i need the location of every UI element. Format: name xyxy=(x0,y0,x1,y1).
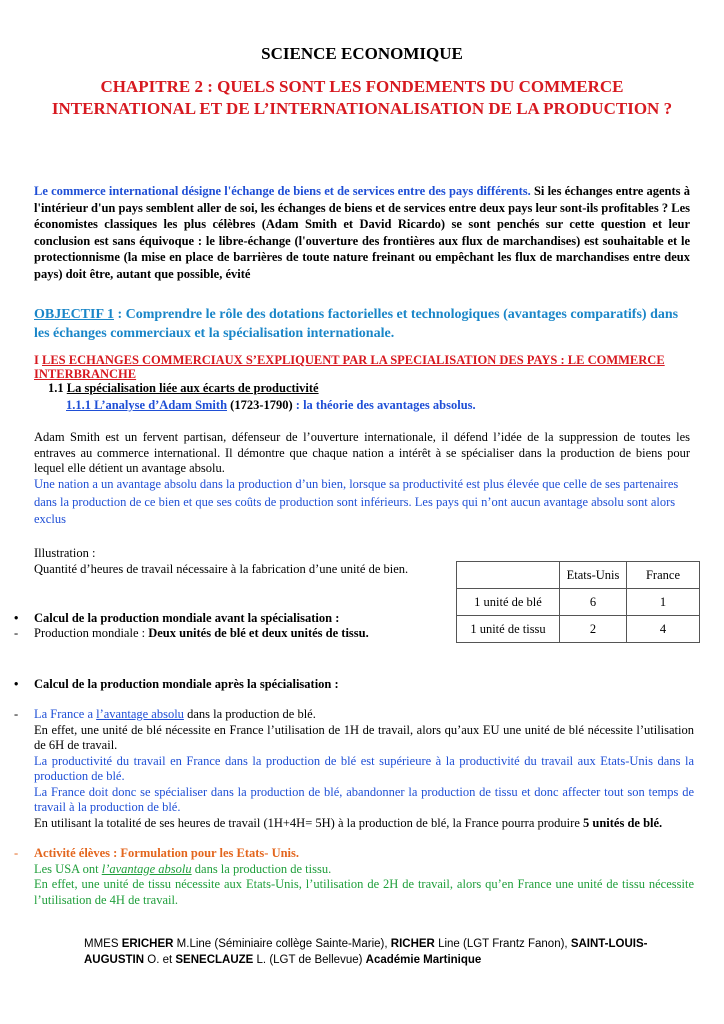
footer-credits xyxy=(84,936,664,968)
activite-advantage xyxy=(34,862,694,878)
france-total-result: 5 unités de blé. xyxy=(583,815,663,830)
activite-line xyxy=(14,846,694,862)
activite-title: Activité élèves : Formulation pour les Etats- Unis. xyxy=(34,846,300,860)
illustration xyxy=(34,545,408,577)
table-header-empty xyxy=(457,562,560,589)
subsection-heading xyxy=(48,381,319,396)
subsubsection-rest: : la théorie des avantages absolus. xyxy=(295,398,476,412)
activite-text: dans la production de tissu. xyxy=(191,861,332,876)
table-row-label: 1 unité de blé xyxy=(457,589,560,616)
footer-text: O. et xyxy=(144,954,176,966)
world-production-label: Production mondiale : xyxy=(34,626,149,640)
bullet-text: Calcul de la production mondiale avant la spécialisation : xyxy=(34,611,340,625)
subsection-text: La spécialisation liée aux écarts de productivité xyxy=(66,381,319,395)
activite-text: Les USA ont xyxy=(34,861,102,876)
table-cell-us: 2 xyxy=(560,616,627,643)
objectif-heading xyxy=(34,305,694,343)
table-header-us: Etats-Unis xyxy=(560,562,627,589)
france-analysis xyxy=(14,707,694,908)
subsubsection-text: 1.1.1 L’analyse d’Adam Smith xyxy=(66,398,228,412)
france-text: La France a xyxy=(34,707,97,721)
dash-icon: - xyxy=(14,846,19,860)
intro-paragraph xyxy=(34,183,690,283)
subsection-number: 1.1 xyxy=(48,381,67,395)
table-row-label: 1 unité de tissu xyxy=(457,616,560,643)
table-header-france: France xyxy=(627,562,700,589)
france-total-text: En utilisant la totalité de ses heures de travail (1H+4H= 5H) à la production de blé, la France pourra produire xyxy=(34,815,583,830)
bullet-icon: • xyxy=(14,611,19,625)
dash-icon: - xyxy=(14,626,19,640)
labour-hours-table xyxy=(456,561,700,643)
chapter-title: CHAPITRE 2 : QUELS SONT LES FONDEMENTS DU COMMERCE INTERNATIONAL ET DE L’INTERNATIONALISATION DE LA PRODUCTION ? xyxy=(51,77,673,118)
section-prefix: I xyxy=(34,353,42,367)
smith-paragraph: Adam Smith est un fervent partisan, défenseur de l’ouverture internationale, il défend l’idée de la suppression de toutes les entraves au commerce international. Il démontre que chaque nation a intérêt à se spécialiser dans la production de biens pour lequel elle détient un avantage absolu. xyxy=(34,430,690,475)
activite-absolute-advantage: l’avantage absolu xyxy=(101,861,192,876)
france-text: dans la production de blé. xyxy=(183,707,316,721)
table-cell-france: 1 xyxy=(627,589,700,616)
france-total xyxy=(34,816,694,832)
bullet-text: Calcul de la production mondiale après la spécialisation : xyxy=(34,677,339,691)
subsubsection-heading xyxy=(66,398,476,413)
world-production-value: Deux unités de blé et deux unités de tissu. xyxy=(148,626,369,640)
table-cell-france: 4 xyxy=(627,616,700,643)
footer-author: SENECLAUZE xyxy=(175,954,254,966)
footer-author: ERICHER xyxy=(121,938,174,950)
bullet-before-specialisation xyxy=(14,611,339,626)
subsubsection-years: (1723-1790) xyxy=(227,398,296,412)
france-absolute-advantage: l’avantage absolu xyxy=(96,707,184,721)
illustration-label: Illustration : xyxy=(34,546,96,560)
section-text: LES ECHANGES COMMERCIAUX S’EXPLIQUENT PAR LA SPECIALISATION DES PAYS : LE COMMERCE INTERBRANCHE xyxy=(34,353,665,381)
bullet-icon: • xyxy=(14,677,19,691)
france-explanation: En effet, une unité de blé nécessite en France l’utilisation de 1H de travail, alors qu’aux EU une unité de blé nécessite l’utilisation de 6H de travail. xyxy=(34,722,694,752)
france-productivity: La productivité du travail en France dans la production de blé est supérieure à la productivité du travail aux Etats-Unis dans la production de blé. xyxy=(34,753,694,783)
table-row xyxy=(457,589,700,616)
footer-author: SAINT-LOUIS-AUGUSTIN xyxy=(84,938,648,966)
illustration-caption: Quantité d’heures de travail nécessaire à la fabrication d’une unité de bien. xyxy=(34,562,409,576)
footer-author: RICHER xyxy=(390,938,435,950)
section-heading xyxy=(34,353,694,381)
page-title: SCIENCE ECONOMIQUE xyxy=(261,44,463,63)
dash-icon: - xyxy=(14,707,19,721)
table-row xyxy=(457,616,700,643)
activite-explanation: En effet, une unité de tissu nécessite aux Etats-Unis, l’utilisation de 2H de travail, alors qu’en France une unité de tissu nécessite l’utilisation de 4H de travail. xyxy=(34,877,694,907)
footer-text: MMES xyxy=(84,938,122,950)
france-specialisation: La France doit donc se spécialiser dans la production de blé, abandonner la production de tissu et donc affecter tout son temps de travail à la production de blé. xyxy=(34,784,694,814)
intro-definition: Le commerce international désigne l'échange de biens et de services entre des pays différents. xyxy=(34,184,531,198)
bullet-after-specialisation xyxy=(14,677,339,692)
objectif-label: OBJECTIF 1 xyxy=(34,307,114,322)
table-cell-us: 6 xyxy=(560,589,627,616)
footer-text: M.Line (Séminiaire collège Sainte-Marie), xyxy=(173,938,391,950)
footer-text: L. (LGT de Bellevue) xyxy=(253,954,366,966)
absolute-advantage-definition: Une nation a un avantage absolu dans la production d’un bien, lorsque sa productivité est plus élevée que celle de ses partenaires dans la production de ce bien et que ses coûts de production sont inférieurs. Les pays qui n’ont aucun avantage absolu sont alors exclus xyxy=(34,477,679,526)
table-header-row xyxy=(457,562,700,589)
intro-rest: Si les échanges entre agents à l'intérieur d'un pays semblent aller de soi, les échanges de biens et de services entre deux pays leur sont-ils profitables ? Les économistes classiques les plus célèbres (Adam Smith et David Ricardo) se sont penchés sur cette question et leur conclusion est sans équivoque : le libre-échange (l'ouverture des frontières aux flux de marchandises) est souhaitable et le protectionnisme (la mise en place de barrières de toute nature freinant ou empêchant les flux de marchandises entre deux pays) doit être, autant que possible, évité xyxy=(34,184,690,281)
world-production-line xyxy=(14,626,369,641)
footer-text: Line (LGT Frantz Fanon), xyxy=(434,938,571,950)
france-line xyxy=(14,707,694,723)
objectif-text: : Comprendre le rôle des dotations factorielles et technologiques (avantages comparatifs) dans les échanges commerciaux et la spécialisation internationale. xyxy=(34,307,679,341)
footer-academy: Académie Martinique xyxy=(365,954,482,966)
